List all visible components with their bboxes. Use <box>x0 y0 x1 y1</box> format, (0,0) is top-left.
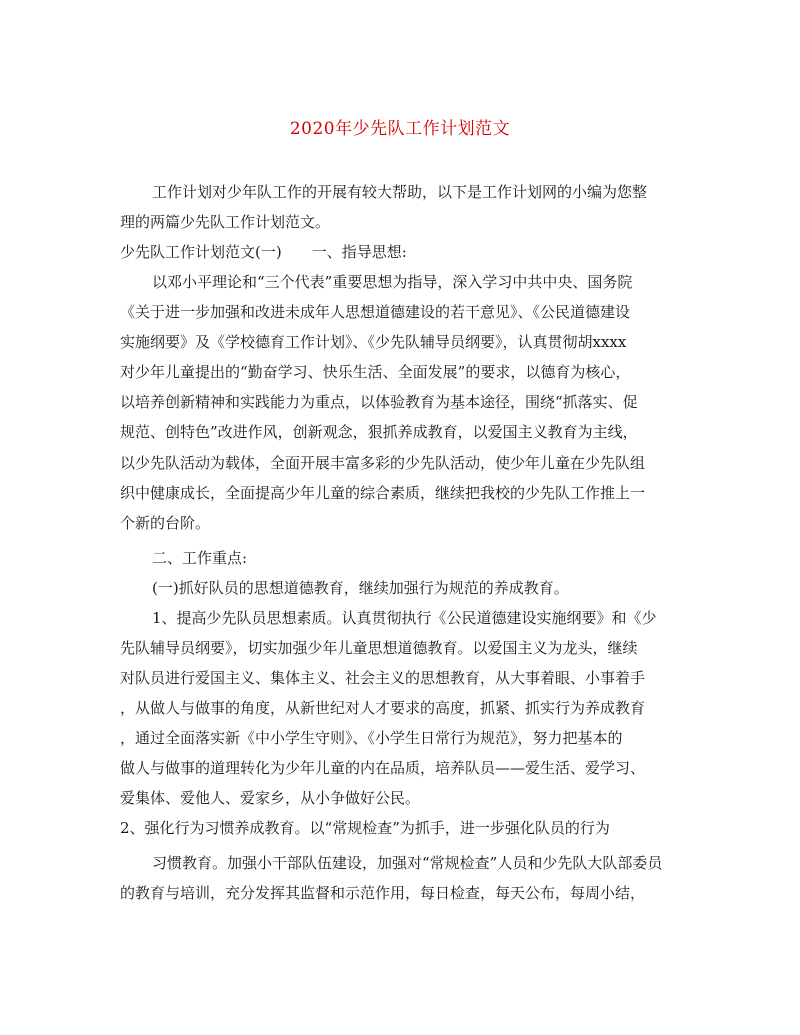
paragraph-line: 工作计划对少年队工作的开展有较大帮助，以下是工作计划网的小编为您整 <box>152 183 648 201</box>
paragraph-line: 实施纲要》及《学校德育工作计划》、《少先队辅导员纲要》，认真贯彻胡xxxx <box>120 333 627 351</box>
paragraph-line: 以少先队活动为载体，全面开展丰富多彩的少先队活动，使少年儿童在少先队组 <box>120 454 646 472</box>
paragraph-line: 习惯教育。加强小干部队伍建设，加强对“常规检查”人员和少先队大队部委员 <box>152 854 663 872</box>
paragraph-line: 的教育与培训，充分发挥其监督和示范作用，每日检查，每天公布，每周小结， <box>120 884 646 902</box>
paragraph-line: 以邓小平理论和“三个代表”重要思想为指导，深入学习中共中央、国务院 <box>152 273 633 291</box>
paragraph-line: 个新的台阶。 <box>120 514 211 532</box>
paragraph-line: ，从做人与做事的角度，从新世纪对人才要求的高度，抓紧、抓实行为养成教育 <box>120 699 646 717</box>
paragraph-line: 以培养创新精神和实践能力为重点，以体验教育为基本途径，围绕“抓落实、促 <box>120 393 638 411</box>
paragraph-line: 2、强化行为习惯养成教育。以“常规检查”为抓手，进一步强化队员的行为 <box>120 819 610 837</box>
section-heading-line: 少先队工作计划范文(一) 一、指导思想: <box>120 243 407 261</box>
paragraph-line: 爱集体、爱他人、爱家乡，从小争做好公民。 <box>120 789 421 807</box>
paragraph-line: 织中健康成长，全面提高少年儿童的综合素质，继续把我校的少先队工作推上一 <box>120 484 646 502</box>
paragraph-line: 做人与做事的道理转化为少年儿童的内在品质，培养队员——爱生活、爱学习、 <box>120 759 646 777</box>
paragraph-line: 规范、创特色”改进作风，创新观念，狠抓养成教育，以爱国主义教育为主线， <box>120 423 638 441</box>
paragraph-line: 对队员进行爱国主义、集体主义、社会主义的思想教育，从大事着眼、小事着手 <box>120 669 646 687</box>
section-heading-line: 二、工作重点: <box>152 549 248 567</box>
paragraph-line: 1、提高少先队员思想素质。认真贯彻执行《公民道德建设实施纲要》和《少 <box>152 609 657 627</box>
subsection-heading-line: (一)抓好队员的思想道德教育，继续加强行为规范的养成教育。 <box>152 579 569 597</box>
paragraph-line: ，通过全面落实新《中小学生守则》、《小学生日常行为规范》，努力把基本的 <box>120 729 623 747</box>
paragraph-line: 先队辅导员纲要》，切实加强少年儿童思想道德教育。以爱国主义为龙头，继续 <box>120 639 638 657</box>
paragraph-line: 对少年儿童提出的“勤奋学习、快乐生活、全面发展”的要求，以德育为核心， <box>120 363 631 381</box>
paragraph-line: 理的两篇少先队工作计划范文。 <box>120 213 331 231</box>
document-title: 2020年少先队工作计划范文 <box>289 119 511 139</box>
paragraph-line: 《关于进一步加强和改进未成年人思想道德建设的若干意见》、《公民道德建设 <box>120 303 631 321</box>
